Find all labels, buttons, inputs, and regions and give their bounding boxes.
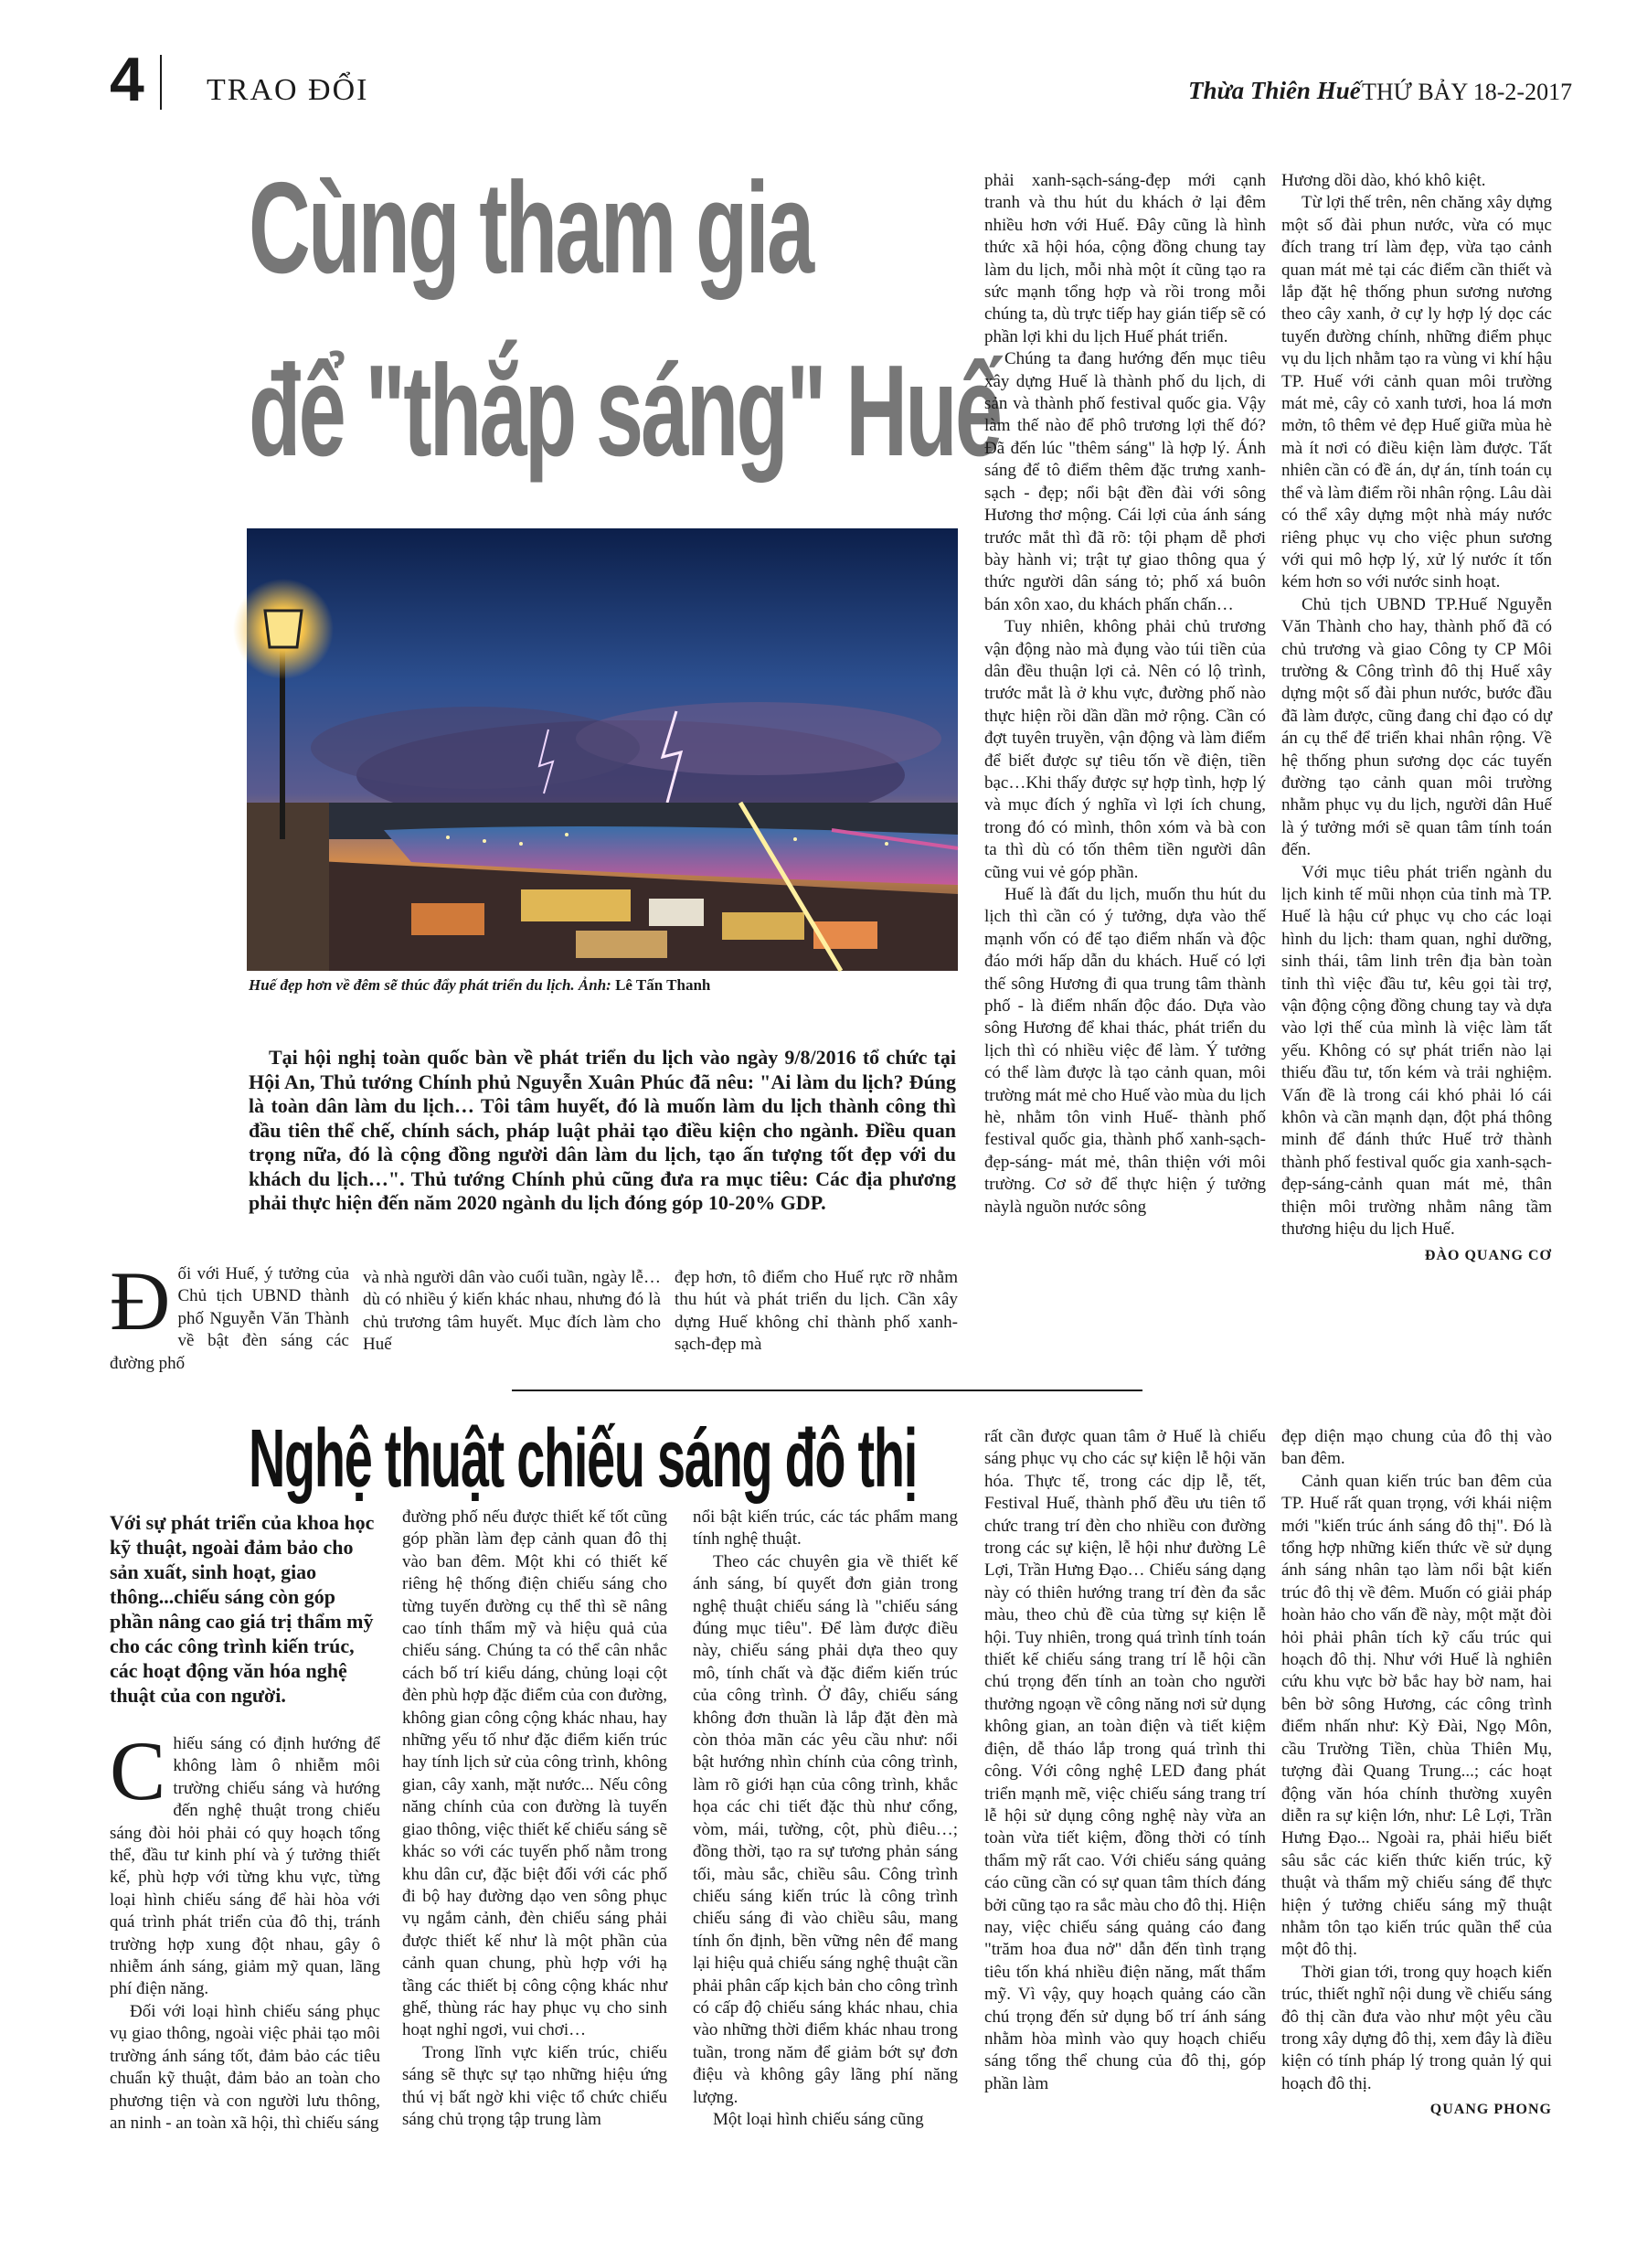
paragraph: Chúng ta đang hướng đến mục tiêu xây dựng Huế là thành phố du lịch, di sản và thành phố festival quốc gia. Vậy làm thế nào để phô trương lợi thế đó? Đã đến lúc "thêm sáng" là hợp lý. Ánh sáng để tô điểm thêm đặc trưng xanh-sạch - đẹp; nổi bật đền đài với sông Hương thơ mộng. Cái lợi của ánh sáng trước mắt thì đã rõ: tội phạm dễ phơi bày hành vi; trật tự giao thông qua ý thức người dân sáng tỏ; phố xá buôn bán xôn xao, du khách phấn chấn… bbox=[984, 349, 1266, 614]
photo-credit: Lê Tấn Thanh bbox=[615, 976, 711, 994]
hue-night-cityscape-image bbox=[247, 528, 958, 971]
article-divider bbox=[512, 1390, 1142, 1391]
photo-caption-text: Huế đẹp hơn về đêm sẽ thúc đẩy phát triển du lịch. Ảnh: bbox=[249, 976, 611, 994]
article-2-dropcap: C bbox=[110, 1724, 166, 1817]
issue-date: THỨ BẢY 18-2-2017 bbox=[1362, 79, 1573, 105]
article-2-col-1 bbox=[110, 1510, 380, 2205]
paper-name: Thừa Thiên Huế bbox=[1188, 77, 1361, 104]
paragraph: Tuy nhiên, không phải chủ trương vận động nào mà đụng vào túi tiền của dân đều thuận lợi cả. Nên có lộ trình, trước mắt là ở khu vực, đường phố nào thực hiện rồi dần dần mở rộng. Cần có đợt tuyên truyền, vận động và làm điểm để biết được sự tiêu tốn về điện, tiền bạc…Khi thấy được sự hợp tình, hợp lý và mục đích ý nghĩa vì lợi ích chung, trong đó có mình, thôn xóm và bà con ta thì dù có tốn thêm tiền người dân cũng vui vẻ góp phần. bbox=[984, 617, 1266, 882]
paragraph: rất cần được quan tâm ở Huế là chiếu sáng phục vụ cho các sự kiện lễ hội văn hóa. Thực tế, trong các dịp lễ, tết, Festival Huế, thành phố đều ưu tiên tổ chức trang trí đèn cho nhiều con đường trong các sự kiện, lễ hội như đường Lê Lợi, Trần Hưng Đạo… Chiếu sáng dạng này có thiên hướng trang trí đèn đa sắc màu, theo chủ đề của từng sự kiện lễ hội. Tuy nhiên, trong quá trình tính toán thiết kế chiếu sáng trang trí lễ hội cần chú trọng đến tính an toàn cho người thưởng ngoạn về công năng nơi sử dụng không gian, an toàn điện và tiết kiệm điện, dễ tháo lắp trong quá trình thi công. Với công nghệ LED đang phát triển mạnh mẽ, việc chiếu sáng trang trí lễ hội sử dụng công nghệ này vừa an toàn vừa tiết kiệm, đồng thời có tính thẩm mỹ rất cao. Với chiếu sáng quảng cáo cũng cần có sự quan tâm thích đáng bởi cũng tạo ra sắc màu cho đô thị. Hiện nay, việc chiếu sáng quảng cáo đang "trăm hoa đua nở" dẫn đến tình trạng tiêu tốn khá nhiều điện năng, mất thẩm mỹ. Vì vậy, quy hoạch quảng cáo cần chú trọng đến sử dụng bố trí ánh sáng nhằm hòa mình vào quy hoạch chiếu sáng tổng thể chung của đô thị, góp phần làm bbox=[984, 1427, 1266, 2093]
article-1-photo-caption bbox=[249, 976, 710, 995]
paragraph: phải xanh-sạch-sáng-đẹp mới cạnh tranh và thu hút du khách ở lại đêm nhiều hơn với Huế. Đây cũng là hình thức xã hội hóa, cộng đồng chung tay làm du lịch, mỗi nhà một ít cũng tạo ra sức mạnh tổng hợp và rồi trong mỗi chúng ta, dù trực tiếp hay gián tiếp sẽ có phần lợi khi du lịch Huế phát triển. bbox=[984, 171, 1266, 346]
paragraph: Huế là đất du lịch, muốn thu hút du lịch thì cần có ý tưởng, dựa vào thế mạnh vốn có để tạo điểm nhấn và độc đáo mới hấp dẫn du khách. Huế có lợi thế sông Hương đi qua trung tâm thành phố - là điểm nhấn độc đáo. Dựa vào sông Hương để khai thác, phát triển du lịch thì có nhiều việc để làm. Ý tưởng có thể làm được là tạo cảnh quan, môi trường mát mẻ cho Huế vào mùa du lịch hè, nhằm tôn vinh Huế- thành phố festival quốc gia, thành phố xanh-sạch-đẹp-sáng- mát mẻ, thân thiện với môi trường. Cơ sở để thực hiện ý tưởng nàylà nguồn nước sông bbox=[984, 885, 1266, 1217]
paragraph: Với mục tiêu phát triển ngành du lịch kinh tế mũi nhọn của tỉnh mà TP. Huế là hậu cứ phục vụ cho các loại hình du lịch: tham quan, nghỉ dưỡng, sinh thái, tâm linh trên địa bàn toàn tỉnh thì việc đầu tư, kêu gọi tài trợ, vận động cộng đồng chung tay và dựa vào lợi thế của mình là việc làm tất yếu. Không có sự phát triển nào lại thiếu đầu tư, tốn kém và trải nghiệm. Vấn đề là trong cái khó phải ló cái khôn và cần mạnh dạn, đột phá thông minh để đánh thức Huế trở thành thành phố festival quốc gia xanh-sạch-đẹp-sáng-cảnh quan mát mẻ, thân thiện môi trường nhằm nâng tầm thương hiệu du lịch Huế. bbox=[1281, 862, 1552, 1240]
paragraph: Một loại hình chiếu sáng cũng bbox=[713, 2109, 924, 2129]
section-name: TRAO ĐỔI bbox=[207, 73, 369, 107]
page-number-divider bbox=[160, 55, 162, 110]
article-1-bottom-col-1 bbox=[110, 1254, 349, 1373]
article-2-col-3 bbox=[693, 1507, 958, 2210]
article-1-photo bbox=[247, 528, 958, 971]
page-number: 4 bbox=[110, 45, 144, 114]
article-1-title-line2: để "thắp sáng" Huế bbox=[249, 338, 1001, 484]
paragraph: Cảnh quan kiến trúc ban đêm của TP. Huế rất quan trọng, với khái niệm mới "kiến trúc ánh sáng đô thị". Đó là tổng hợp những kiến thức về sử dụng ánh sáng nhân tạo làm nổi bật kiến trúc đô thị về đêm. Muốn có giải pháp hoàn hảo cho vấn đề này, một mặt đòi hỏi phải phân tích kỹ cấu trúc qui hoạch đô thị. Như với Huế là nghiên cứu khu vực bờ bắc hay bờ nam, hai bên bờ sông Hương, các công trình điểm nhấn như: Kỳ Đài, Ngọ Môn, cầu Trường Tiền, chùa Thiên Mụ, tượng đài Quang Trung...; các hoạt động văn hóa chính thường xuyên diễn ra sự kiện lớn, như: Lê Lợi, Trần Hưng Đạo... Ngoài ra, phải hiểu biết sâu sắc các kiến thức kiến trúc, kỹ thuật và thẩm mỹ chiếu sáng để thực hiện ý tưởng chiếu sáng mỹ thuật nhằm tôn tạo kiến trúc quần thể của một đô thị. bbox=[1281, 1471, 1552, 1960]
paragraph: Chủ tịch UBND TP.Huế Nguyễn Văn Thành cho hay, thành phố đã có chủ trương và giao Công ty CP Môi trường & Công trình đô thị Huế xây dựng một số đài phun nước, bước đầu đã làm được, cũng đang chỉ đạo có dự án cụ thể để triển khai nhân rộng. Về hệ thống phun sương dọc các tuyến đường tạo cảnh quan môi trường nhằm phục vụ du lịch, người dân Huế là ý tưởng mới sẽ quan tâm tính toán đến. bbox=[1281, 594, 1552, 860]
article-2-author: QUANG PHONG bbox=[1429, 2102, 1552, 2118]
paragraph: Thời gian tới, trong quy hoạch kiến trúc, thiết nghĩ nội dung về chiếu sáng đô thị cần đưa vào như một yêu cầu trong xây dựng đô thị, xem đây là điều kiện có tính pháp lý trong quản lý qui hoạch đô thị. bbox=[1281, 1962, 1552, 2093]
article-1-col-5 bbox=[1281, 170, 1552, 1368]
article-2-title: Nghệ thuật chiếu sáng đô thị bbox=[249, 1413, 917, 1505]
article-1-dropcap: Đ bbox=[110, 1254, 171, 1347]
article-1-col-4 bbox=[984, 170, 1266, 1360]
paragraph: Đối với loại hình chiếu sáng phục vụ giao thông, ngoài việc phải tạo môi trường ánh sáng tốt, đảm bảo các tiêu chuẩn kỹ thuật, đảm bảo an toàn cho phương tiện và con người lưu thông, an ninh - an toàn xã hội, thì chiếu sáng bbox=[110, 2001, 380, 2133]
paragraph: hiếu sáng có định hướng để không làm ô nhiễm môi trường chiếu sáng và hướng đến nghệ thuật trong chiếu sáng đòi hỏi phải có quy hoạch tổng thể, đầu tư kinh phí và ý tưởng thiết kế, phù hợp với từng khu vực, từng loại hình chiếu sáng để hài hòa với quá trình phát triển của đô thị, tránh trường hợp xung đột nhau, gây ô nhiễm ánh sáng, giảm mỹ quan, lãng phí điện năng. bbox=[110, 1734, 380, 1999]
paragraph: nổi bật kiến trúc, các tác phẩm mang tính nghệ thuật. bbox=[693, 1507, 958, 1549]
paragraph: đẹp diện mạo chung của đô thị vào ban đêm. bbox=[1281, 1427, 1552, 1469]
article-1-bottom-col-3: đẹp hơn, tô điểm cho Huế rực rỡ nhằm thu hút và phát triển du lịch. Cần xây dựng Huế không chỉ thành phố xanh-sạch-đẹp mà bbox=[675, 1268, 958, 1355]
article-1-bottom-col-1-text: ối với Huế, ý tưởng của Chủ tịch UBND thành phố Nguyễn Văn Thành về bật đèn sáng các đường phố bbox=[110, 1264, 349, 1373]
paragraph: Theo các chuyên gia về thiết kế ánh sáng, bí quyết đơn giản trong nghệ thuật chiếu sáng là "chiếu sáng đúng mục tiêu". Để làm được điều này, chiếu sáng phải dựa theo quy mô, tính chất và đặc điểm kiến trúc của công trình. Ở đây, chiếu sáng không đơn thuần là lắp đặt đèn mà còn thỏa mãn các yêu cầu như: nổi bật hướng nhìn chính của công trình, làm rõ giới hạn của công trình, khắc họa các chi tiết đặc thù như cổng, vòm, mái, tường, cột, phù điêu…; đồng thời, tạo ra sự tương phản sáng tối, màu sắc, chiều sâu. Công trình chiếu sáng kiến trúc là công trình chiếu sáng đi vào chiều sâu, mang tính ổn định, bền vững nên để mang lại hiệu quả chiếu sáng nghệ thuật cần phải phân cấp kịch bản cho công trình có cấp độ chiếu sáng khác nhau, chia vào những thời điểm khác nhau trong tuần, trong năm để giảm bớt sự đơn điệu và không gây lãng phí năng lượng. bbox=[693, 1551, 958, 2107]
paragraph: Hương dồi dào, khó khô kiệt. bbox=[1281, 171, 1486, 190]
paragraph: Từ lợi thế trên, nên chăng xây dựng một số đài phun nước, vừa có mục đích trang trí làm đẹp, vừa tạo cảnh quan mát mẻ tại các điểm cần thiết và lắp đặt hệ thống phun sương nương theo cây xanh, ở cự ly hợp lý dọc các tuyến đường chính, những điểm phục vụ du lịch nhằm tạo ra vùng vi khí hậu TP. Huế với cảnh quan môi trường mát mẻ, cây cỏ xanh tươi, hoa lá mơn mởn, tô thêm vẻ đẹp Huế giữa mùa hè mà ít nơi có điều kiện làm được. Tất nhiên cần có đề án, dự án, tính toán cụ thể và làm điểm rồi nhân rộng. Lâu dài có thể xây dựng một nhà máy nước riêng phục vụ cho việc phun sương với qui mô hợp lý, xử lý nước ít tốn kém hơn so với nước sinh hoạt. bbox=[1281, 193, 1552, 592]
article-1-bottom-col-2: và nhà người dân vào cuối tuần, ngày lễ…dù có nhiều ý kiến khác nhau, nhưng đó là chủ trương tâm huyết. Mục đích làm cho Huế bbox=[363, 1268, 661, 1355]
paragraph: đường phố nếu được thiết kế tốt cũng góp phần làm đẹp cảnh quan đô thị vào ban đêm. Một khi có thiết kế riêng hệ thống điện chiếu sáng cho từng tuyến đường cụ thể thì sẽ nâng cao tính thẩm mỹ và hiệu quả của chiếu sáng. Chúng ta có thể cân nhắc cách bố trí kiểu dáng, chủng loại cột đèn phù hợp đặc điểm của con đường, không gian công cộng khác nhau, hay những yếu tố như đặc điểm kiến trúc hay tính lịch sử của công trình, không gian, cây xanh, mặt nước... Nếu công năng chính của con đường là tuyến giao thông, việc thiết kế chiếu sáng sẽ khác so với các tuyến phố nằm trong khu dân cư, đặc biệt đối với các phố đi bộ hay đường dạo ven sông phục vụ ngắm cảnh, đèn chiếu sáng phải được thiết kế như là một phần của cảnh quan chung, phù hợp với hạ tầng các thiết bị công cộng khác như ghế, thùng rác hay phục vụ cho sinh hoạt nghỉ ngơi, vui chơi… bbox=[402, 1507, 667, 2040]
article-2-col-4 bbox=[984, 1426, 1266, 2210]
paragraph: Trong lĩnh vực kiến trúc, chiếu sáng sẽ thực sự tạo những hiệu ứng thú vị bất ngờ khi việc tổ chức chiếu sáng chủ trọng tập trung làm bbox=[402, 2042, 667, 2129]
article-1-author: ĐÀO QUANG CƠ bbox=[1424, 1247, 1552, 1263]
article-1-lead: Tại hội nghị toàn quốc bàn về phát triển du lịch vào ngày 9/8/2016 tổ chức tại Hội An, Thủ tướng Chính phủ Nguyễn Xuân Phúc đã nêu: "Ai làm du lịch? Đúng là toàn dân làm du lịch… Tôi tâm huyết, đó là muốn làm du lịch thành công thì đầu tiên thể chế, chính sách, pháp luật phải tạo điều kiện cho ngành. Điều quan trọng nữa, đó là cộng đồng người dân làm du lịch, tạo ấn tượng tốt đẹp với du khách du lịch…". Thủ tướng Chính phủ cũng đưa ra mục tiêu: Các địa phương phải thực hiện đến năm 2020 ngành du lịch đóng góp 10-20% GDP. bbox=[249, 1046, 956, 1214]
article-1-title-line1: Cùng tham gia bbox=[249, 155, 813, 301]
article-2-col-2 bbox=[402, 1507, 667, 2210]
article-2-lead: Với sự phát triển của khoa học kỹ thuật, ngoài đảm bảo cho sản xuất, sinh hoạt, giao thông...chiếu sáng còn góp phần nâng cao giá trị thẩm mỹ cho các công trình kiến trúc, các hoạt động văn hóa nghệ thuật của con người. bbox=[110, 1511, 375, 1707]
article-2-col-5 bbox=[1281, 1426, 1552, 2212]
